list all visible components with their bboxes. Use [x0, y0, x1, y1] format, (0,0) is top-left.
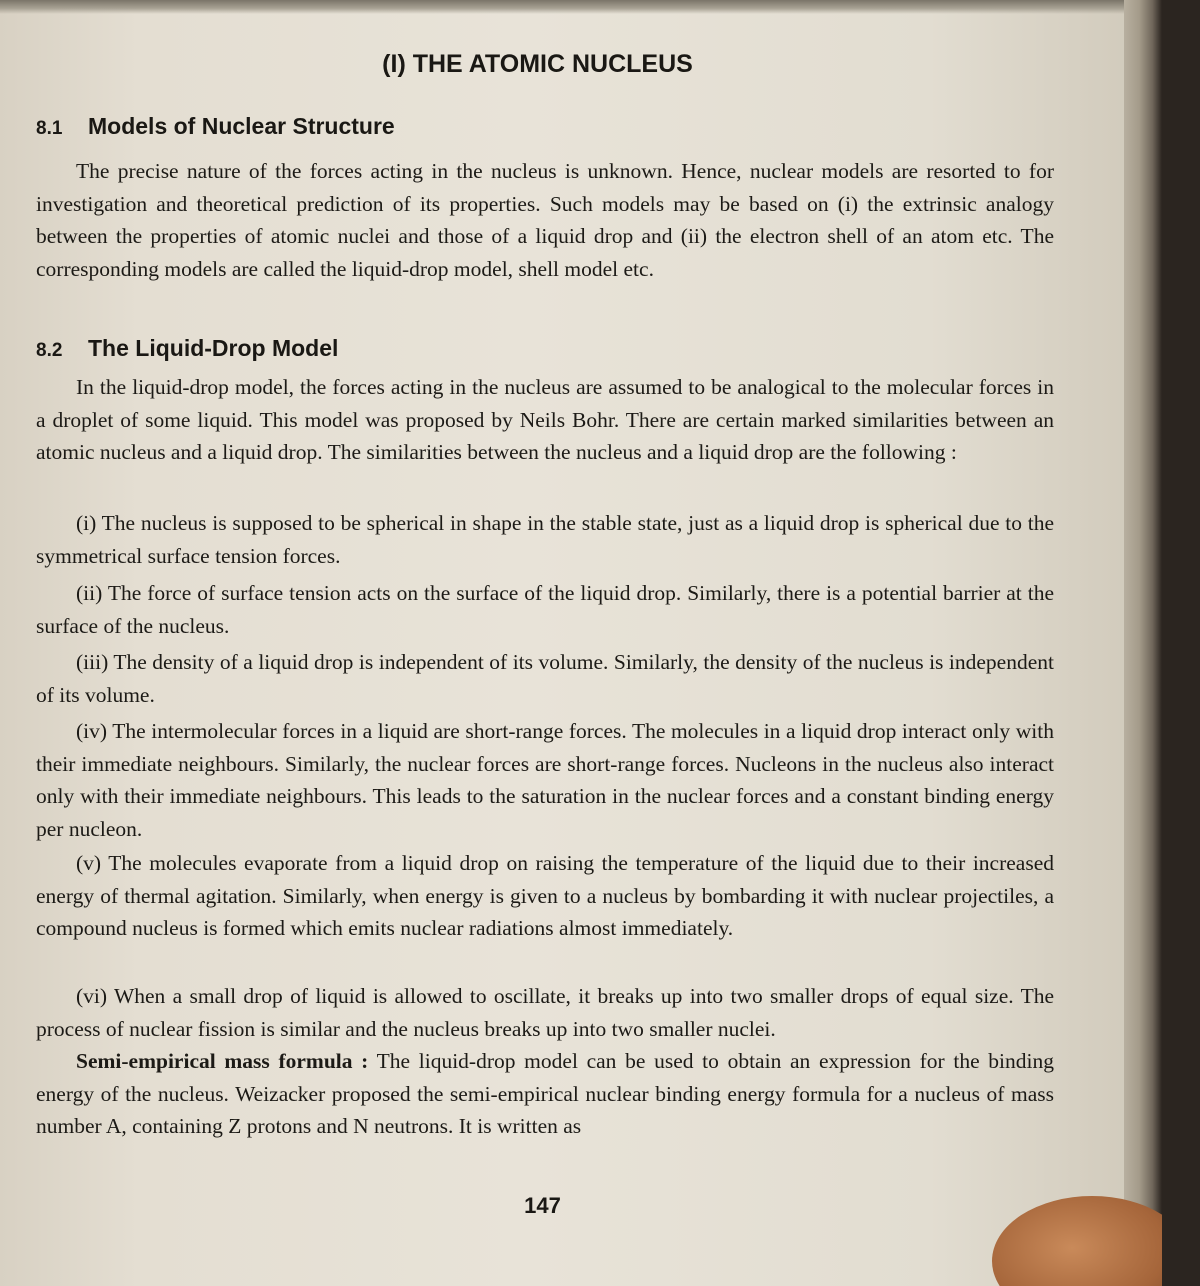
- semi-empirical-text: The liquid-drop model can be used to obtain an expression for the binding energy of the nucleus. Weizacker proposed the semi-empirical nuclear binding energy formula for a nucleus of mass number A, containing Z protons and N neutrons. It is written as: [36, 1049, 1055, 1138]
- page-gutter-shadow: [1124, 0, 1162, 1286]
- similarity-item-ii: (ii) The force of surface tension acts on the surface of the liquid drop. Similarly, there is a potential barrier at the surface of the nucleus.: [36, 581, 1054, 638]
- paragraph-models-intro: The precise nature of the forces acting in the nucleus is unknown. Hence, nuclear models are resorted to for investigation and theoretical prediction of its properties. Such models may be based on (i) the extrinsic analogy between the properties of atomic nuclei and those of a liquid drop and (ii) the electron shell of an atom etc. The corresponding models are called the liquid-drop model, shell model etc.: [36, 159, 1054, 281]
- section-heading-8-2: [36, 335, 338, 362]
- section-title: The Liquid-Drop Model: [88, 335, 339, 361]
- page-number: 147: [524, 1193, 561, 1218]
- similarity-item-i: (i) The nucleus is supposed to be spherical in shape in the stable state, just as a liquid drop is spherical due to the symmetrical surface tension forces.: [36, 511, 1054, 568]
- semi-empirical-lead: Semi-empirical mass formula :: [76, 1049, 369, 1073]
- section-number: 8.2: [36, 340, 63, 361]
- section-heading-8-1: [36, 113, 395, 140]
- paragraph-liquid-drop-intro: In the liquid-drop model, the forces acting in the nucleus are assumed to be analogical to the molecular forces in a droplet of some liquid. This model was proposed by Neils Bohr. There are certain marked similarities between an atomic nucleus and a liquid drop. The similarities between the nucleus and a liquid drop are the following :: [36, 375, 1054, 464]
- similarity-item-iv: (iv) The intermolecular forces in a liquid are short-range forces. The molecules in a liquid drop interact only with their immediate neighbours. Similarly, the nuclear forces are short-range forces. Nucleons in the nucleus also interact only with their immediate neighbours. This leads to the saturation in the nuclear forces and a constant binding energy per nucleon.: [36, 719, 1054, 841]
- section-number: 8.1: [36, 118, 63, 139]
- section-title: Models of Nuclear Structure: [88, 113, 395, 139]
- similarity-item-iii: (iii) The density of a liquid drop is independent of its volume. Similarly, the density of the nucleus is independent of its volume.: [36, 650, 1054, 707]
- paragraph-semi-empirical: [36, 1045, 1054, 1143]
- similarity-item-v: (v) The molecules evaporate from a liquid drop on raising the temperature of the liquid due to their increased energy of thermal agitation. Similarly, when energy is given to a nucleus by bombarding it with nuclear projectiles, a compound nucleus is formed which emits nuclear radiations almost immediately.: [36, 851, 1054, 940]
- similarity-item-vi: (vi) When a small drop of liquid is allowed to oscillate, it breaks up into two smaller drops of equal size. The process of nuclear fission is similar and the nucleus breaks up into two smaller nuclei.: [36, 984, 1054, 1041]
- chapter-title: (I) THE ATOMIC NUCLEUS: [382, 50, 693, 78]
- previous-page-edge: [0, 0, 1162, 14]
